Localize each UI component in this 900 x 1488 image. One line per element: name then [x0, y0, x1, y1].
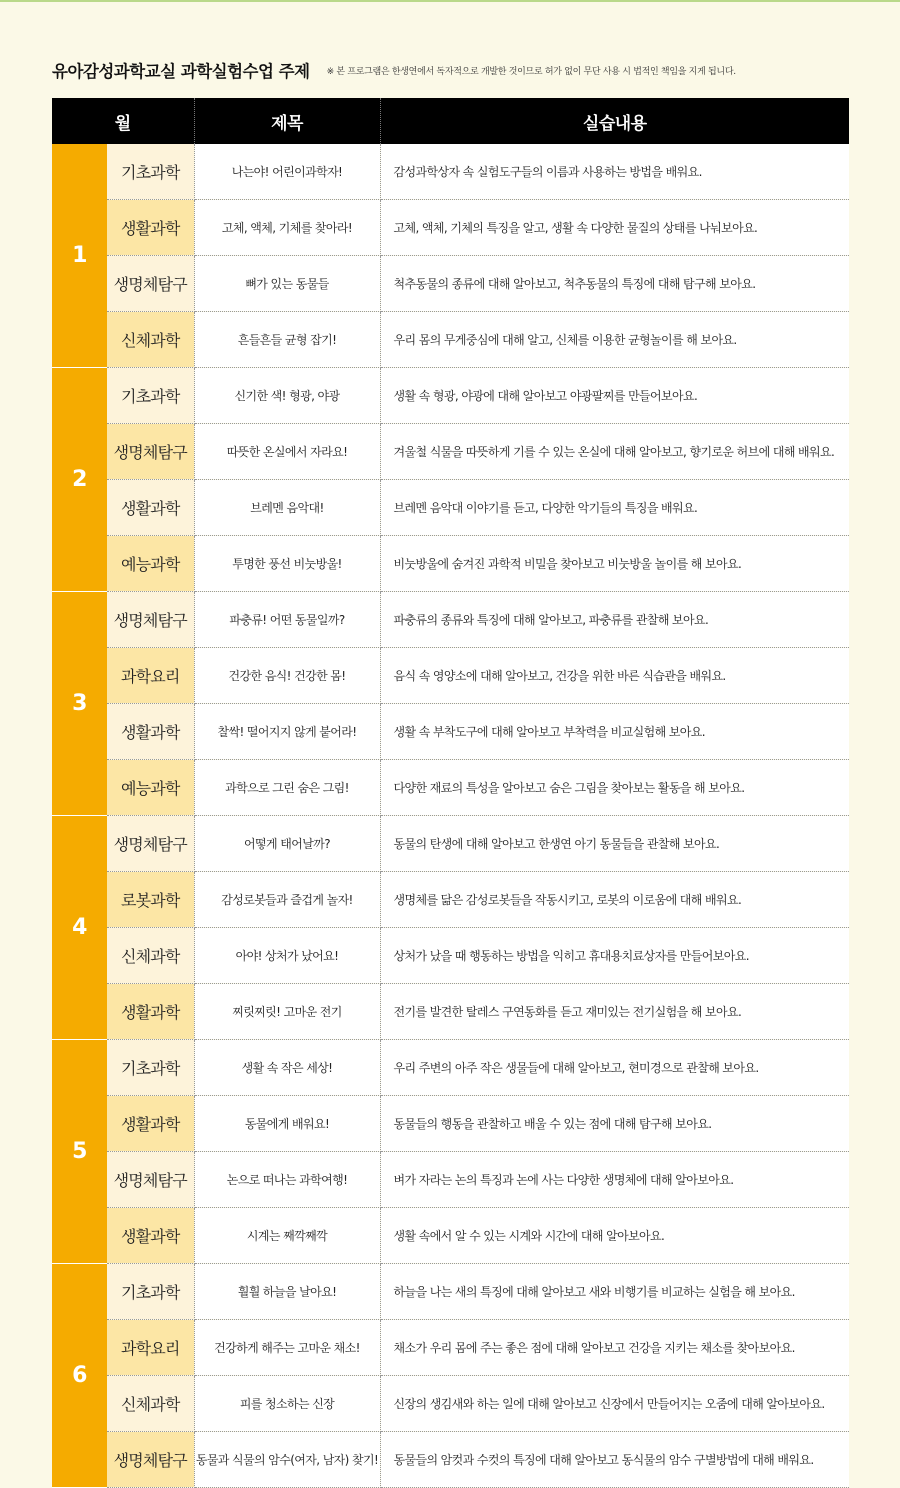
lesson-category: 생명체탐구 [107, 424, 194, 480]
lesson-content: 생명체를 닮은 감성로봇들을 작동시키고, 로봇의 이로움에 대해 배워요. [380, 872, 849, 928]
lesson-title: 브레멘 음악대! [194, 480, 380, 536]
month-label: 3 [52, 592, 107, 816]
lesson-title: 뼈가 있는 동물들 [194, 256, 380, 312]
lesson-category: 신체과학 [107, 1376, 194, 1432]
lesson-title: 고체, 액체, 기체를 찾아라! [194, 200, 380, 256]
lesson-content: 채소가 우리 몸에 주는 좋은 점에 대해 알아보고 건강을 지키는 채소를 찾아보아요. [380, 1320, 849, 1376]
lesson-title: 건강한 음식! 건강한 몸! [194, 648, 380, 704]
lesson-category: 생명체탐구 [107, 256, 194, 312]
lesson-content: 동물의 탄생에 대해 알아보고 한생연 아기 동물들을 관찰해 보아요. [380, 816, 849, 872]
lesson-category: 생명체탐구 [107, 816, 194, 872]
lesson-title: 동물과 식물의 암수(여자, 남자) 찾기! [194, 1432, 380, 1488]
table-body [52, 144, 849, 1488]
table-row [52, 144, 849, 200]
table-row [52, 480, 849, 536]
month-label: 6 [52, 1264, 107, 1488]
header-title: 제목 [194, 98, 380, 144]
lesson-title: 과학으로 그린 숨은 그림! [194, 760, 380, 816]
month-label: 4 [52, 816, 107, 1040]
lesson-content: 고체, 액체, 기체의 특징을 알고, 생활 속 다양한 물질의 상태를 나눠보아요. [380, 200, 849, 256]
curriculum-table [52, 98, 849, 1488]
table-row [52, 816, 849, 872]
table-row [52, 536, 849, 592]
lesson-category: 생활과학 [107, 200, 194, 256]
lesson-category: 신체과학 [107, 928, 194, 984]
month-label: 5 [52, 1040, 107, 1264]
table-row [52, 368, 849, 424]
lesson-content: 감성과학상자 속 실험도구들의 이름과 사용하는 방법을 배워요. [380, 144, 849, 200]
table-row [52, 1040, 849, 1096]
lesson-title: 찰싹! 떨어지지 않게 붙어라! [194, 704, 380, 760]
table-row [52, 872, 849, 928]
lesson-title: 훨훨 하늘을 날아요! [194, 1264, 380, 1320]
lesson-category: 생명체탐구 [107, 592, 194, 648]
page-heading [52, 58, 852, 82]
lesson-category: 로봇과학 [107, 872, 194, 928]
lesson-title: 피를 청소하는 신장 [194, 1376, 380, 1432]
lesson-title: 어떻게 태어날까? [194, 816, 380, 872]
lesson-content: 우리 몸의 무게중심에 대해 알고, 신체를 이용한 균형놀이를 해 보아요. [380, 312, 849, 368]
lesson-content: 동물들의 행동을 관찰하고 배울 수 있는 점에 대해 탐구해 보아요. [380, 1096, 849, 1152]
table-row [52, 256, 849, 312]
lesson-category: 기초과학 [107, 144, 194, 200]
lesson-content: 우리 주변의 아주 작은 생물들에 대해 알아보고, 현미경으로 관찰해 보아요. [380, 1040, 849, 1096]
lesson-content: 다양한 재료의 특성을 알아보고 숨은 그림을 찾아보는 활동을 해 보아요. [380, 760, 849, 816]
lesson-title: 투명한 풍선 비눗방울! [194, 536, 380, 592]
lesson-content: 생활 속 부착도구에 대해 알아보고 부착력을 비교실험해 보아요. [380, 704, 849, 760]
lesson-category: 생활과학 [107, 704, 194, 760]
lesson-title: 따뜻한 온실에서 자라요! [194, 424, 380, 480]
lesson-content: 하늘을 나는 새의 특징에 대해 알아보고 새와 비행기를 비교하는 실험을 해 보아요. [380, 1264, 849, 1320]
table-row [52, 648, 849, 704]
table-row [52, 1152, 849, 1208]
lesson-category: 생명체탐구 [107, 1152, 194, 1208]
lesson-category: 기초과학 [107, 368, 194, 424]
table-row [52, 984, 849, 1040]
table-row [52, 1264, 849, 1320]
lesson-content: 전기를 발견한 탈레스 구연동화를 듣고 재미있는 전기실험을 해 보아요. [380, 984, 849, 1040]
table-header [52, 98, 849, 144]
lesson-category: 생활과학 [107, 1208, 194, 1264]
lesson-content: 생활 속 형광, 야광에 대해 알아보고 야광팔찌를 만들어보아요. [380, 368, 849, 424]
lesson-content: 상처가 났을 때 행동하는 방법을 익히고 휴대용치료상자를 만들어보아요. [380, 928, 849, 984]
header-month: 월 [52, 98, 194, 144]
header-content: 실습내용 [380, 98, 849, 144]
table-row [52, 312, 849, 368]
lesson-title: 파충류! 어떤 동물일까? [194, 592, 380, 648]
table-row [52, 1432, 849, 1488]
copyright-notice: ※ 본 프로그램은 한생연에서 독자적으로 개발한 것이므로 허가 없이 무단 사용 시 법적인 책임을 지게 됩니다. [326, 66, 736, 77]
lesson-content: 신장의 생김새와 하는 일에 대해 알아보고 신장에서 만들어지는 오줌에 대해 알아보아요. [380, 1376, 849, 1432]
month-label: 2 [52, 368, 107, 592]
lesson-content: 비눗방울에 숨겨진 과학적 비밀을 찾아보고 비눗방울 놀이를 해 보아요. [380, 536, 849, 592]
lesson-title: 찌릿찌릿! 고마운 전기 [194, 984, 380, 1040]
lesson-content: 벼가 자라는 논의 특징과 논에 사는 다양한 생명체에 대해 알아보아요. [380, 1152, 849, 1208]
table-row [52, 1096, 849, 1152]
table-row [52, 1208, 849, 1264]
lesson-title: 논으로 떠나는 과학여행! [194, 1152, 380, 1208]
lesson-content: 생활 속에서 알 수 있는 시계와 시간에 대해 알아보아요. [380, 1208, 849, 1264]
lesson-content: 파충류의 종류와 특징에 대해 알아보고, 파충류를 관찰해 보아요. [380, 592, 849, 648]
lesson-content: 겨울철 식물을 따뜻하게 기를 수 있는 온실에 대해 알아보고, 향기로운 허브에 대해 배워요. [380, 424, 849, 480]
lesson-category: 예능과학 [107, 760, 194, 816]
lesson-content: 브레멘 음악대 이야기를 듣고, 다양한 악기들의 특징을 배워요. [380, 480, 849, 536]
lesson-category: 예능과학 [107, 536, 194, 592]
lesson-title: 나는야! 어린이과학자! [194, 144, 380, 200]
lesson-title: 시계는 째깍째깍 [194, 1208, 380, 1264]
table-row [52, 760, 849, 816]
lesson-content: 음식 속 영양소에 대해 알아보고, 건강을 위한 바른 식습관을 배워요. [380, 648, 849, 704]
top-border [0, 0, 900, 2]
lesson-category: 생활과학 [107, 480, 194, 536]
lesson-category: 과학요리 [107, 1320, 194, 1376]
table-row [52, 200, 849, 256]
lesson-content: 척추동물의 종류에 대해 알아보고, 척추동물의 특징에 대해 탐구해 보아요. [380, 256, 849, 312]
lesson-category: 생활과학 [107, 984, 194, 1040]
lesson-content: 동물들의 암컷과 수컷의 특징에 대해 알아보고 동식물의 암수 구별방법에 대해 배워요. [380, 1432, 849, 1488]
table-row [52, 1376, 849, 1432]
table-row [52, 704, 849, 760]
lesson-category: 생명체탐구 [107, 1432, 194, 1488]
lesson-title: 흔들흔들 균형 잡기! [194, 312, 380, 368]
lesson-category: 생활과학 [107, 1096, 194, 1152]
lesson-title: 생활 속 작은 세상! [194, 1040, 380, 1096]
page-title: 유아감성과학교실 과학실험수업 주제 [52, 62, 310, 81]
lesson-category: 신체과학 [107, 312, 194, 368]
lesson-title: 건강하게 해주는 고마운 채소! [194, 1320, 380, 1376]
lesson-title: 아야! 상처가 났어요! [194, 928, 380, 984]
month-label: 1 [52, 144, 107, 368]
table-row [52, 928, 849, 984]
lesson-title: 감성로봇들과 즐겁게 놀자! [194, 872, 380, 928]
table-row [52, 592, 849, 648]
table-row [52, 424, 849, 480]
lesson-category: 기초과학 [107, 1040, 194, 1096]
lesson-category: 기초과학 [107, 1264, 194, 1320]
lesson-title: 동물에게 배워요! [194, 1096, 380, 1152]
table-row [52, 1320, 849, 1376]
lesson-title: 신기한 색! 형광, 야광 [194, 368, 380, 424]
lesson-category: 과학요리 [107, 648, 194, 704]
